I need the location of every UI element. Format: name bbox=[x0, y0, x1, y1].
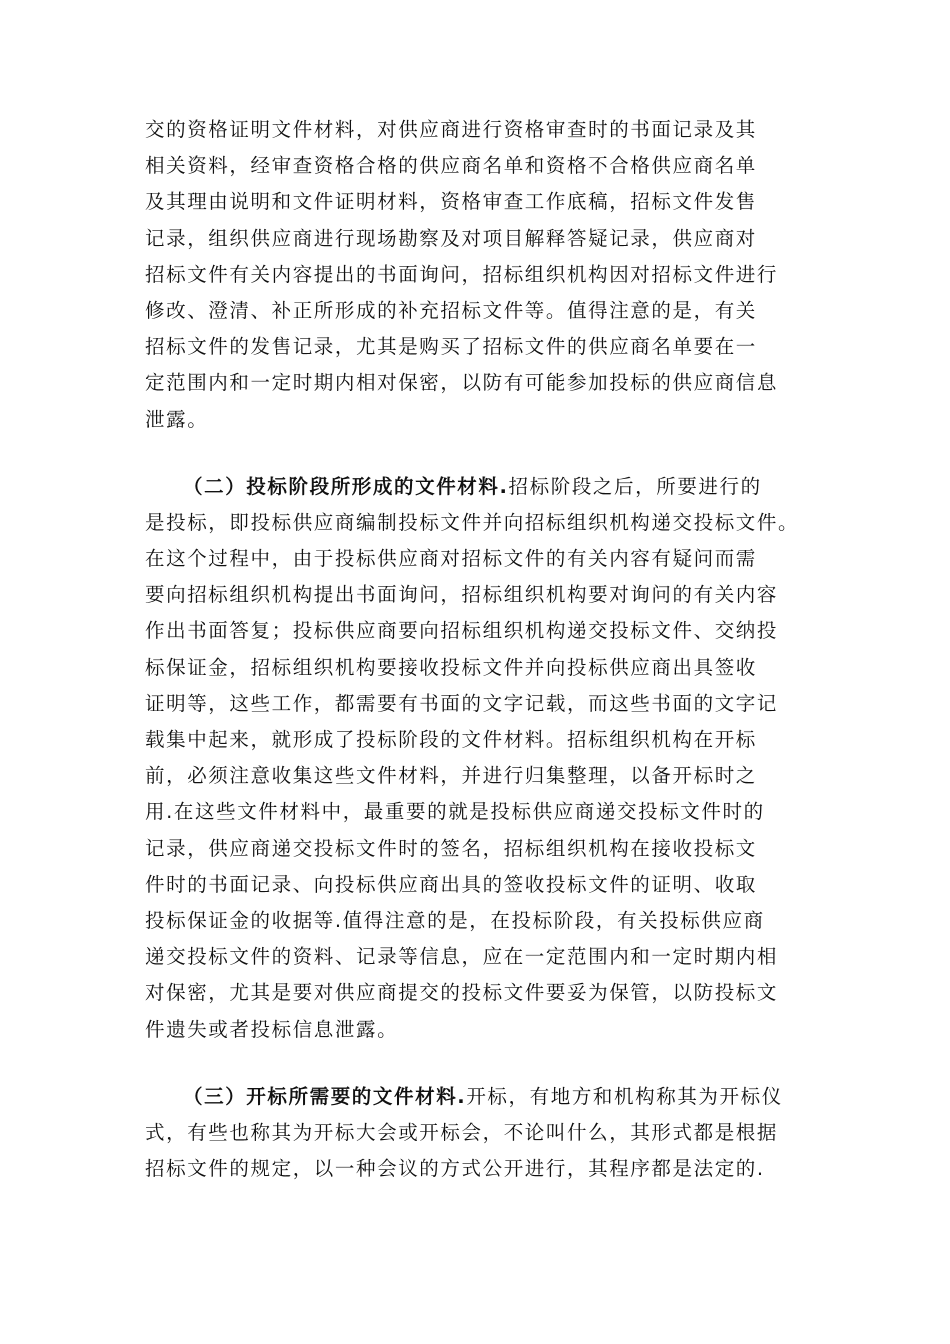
text-line: 记录，供应商递交投标文件时的签名，招标组织机构在接收投标文 bbox=[145, 836, 757, 860]
text-line: 及其理由说明和文件证明材料，资格审查工作底稿，招标文件发售 bbox=[145, 190, 757, 214]
paragraph-spacer bbox=[145, 1048, 817, 1079]
text-line: 修改、澄清、补正所形成的补充招标文件等。值得注意的是，有关 bbox=[145, 298, 757, 322]
text-line: 是投标，即投标供应商编制投标文件并向招标组织机构递交投标文件。 bbox=[145, 510, 800, 534]
document-page bbox=[145, 112, 817, 1187]
heading-continuation: 招标阶段之后，所要进行的 bbox=[508, 474, 762, 498]
text-line: 标保证金，招标组织机构要接收投标文件并向投标供应商出具签收 bbox=[145, 655, 757, 679]
text-line: 交的资格证明文件材料，对供应商进行资格审查时的书面记录及其 bbox=[145, 118, 757, 141]
text-line: 件遗失或者投标信息泄露。 bbox=[145, 1017, 399, 1041]
paragraph-bid-opening bbox=[145, 1079, 817, 1188]
text-line: 用.在这些文件材料中，最重要的就是投标供应商递交投标文件时的 bbox=[145, 800, 765, 824]
text-line: 作出书面答复；投标供应商要向招标组织机构递交投标文件、交纳投 bbox=[145, 619, 779, 643]
heading-continuation: 开标，有地方和机构称其为开标仪 bbox=[466, 1084, 783, 1108]
text-line: 证明等，这些工作，都需要有书面的文字记载，而这些书面的文字记 bbox=[145, 691, 779, 715]
text-line: 招标文件的规定，以一种会议的方式公开进行，其程序都是法定的. bbox=[145, 1157, 765, 1181]
text-line: 递交投标文件的资料、记录等信息，应在一定范围内和一定时期内相 bbox=[145, 945, 779, 969]
text-line: 在这个过程中，由于投标供应商对招标文件的有关内容有疑问而需 bbox=[145, 547, 757, 571]
text-line: 招标文件的发售记录，尤其是购买了招标文件的供应商名单要在一 bbox=[145, 335, 757, 359]
text-line: 载集中起来，就形成了投标阶段的文件材料。招标组织机构在开标 bbox=[145, 728, 757, 751]
text-line: 前，必须注意收集这些文件材料，并进行归集整理，以备开标时之 bbox=[145, 764, 757, 788]
text-line: 相关资料，经审查资格合格的供应商名单和资格不合格供应商名单 bbox=[145, 154, 757, 178]
text-line: 泄露。 bbox=[145, 407, 209, 431]
text-line bbox=[145, 1079, 817, 1115]
text-line: 投标保证金的收据等.值得注意的是，在投标阶段，有关投标供应商 bbox=[145, 908, 765, 932]
text-line: 招标文件有关内容提出的书面询问，招标组织机构因对招标文件进行 bbox=[145, 262, 779, 286]
paragraph-bid-document-records bbox=[145, 112, 817, 438]
section-heading-bidding-stage: （二）投标阶段所形成的文件材料. bbox=[183, 474, 509, 498]
text-line: 记录，组织供应商进行现场勘察及对项目解释答疑记录，供应商对 bbox=[145, 226, 757, 250]
paragraph-spacer bbox=[145, 438, 817, 469]
text-line: 式，有些也称其为开标大会或开标会，不论叫什么，其形式都是根据 bbox=[145, 1120, 779, 1144]
text-line: 件时的书面记录、向投标供应商出具的签收投标文件的证明、收取 bbox=[145, 872, 757, 896]
text-line: 要向招标组织机构提出书面询问，招标组织机构要对询问的有关内容 bbox=[145, 583, 779, 607]
paragraph-bidding-stage bbox=[145, 469, 817, 1048]
text-line bbox=[145, 469, 817, 505]
text-line: 定范围内和一定时期内相对保密，以防有可能参加投标的供应商信息 bbox=[145, 371, 779, 395]
section-heading-bid-opening: （三）开标所需要的文件材料. bbox=[183, 1084, 467, 1108]
text-line: 对保密，尤其是要对供应商提交的投标文件要妥为保管，以防投标文 bbox=[145, 981, 779, 1005]
